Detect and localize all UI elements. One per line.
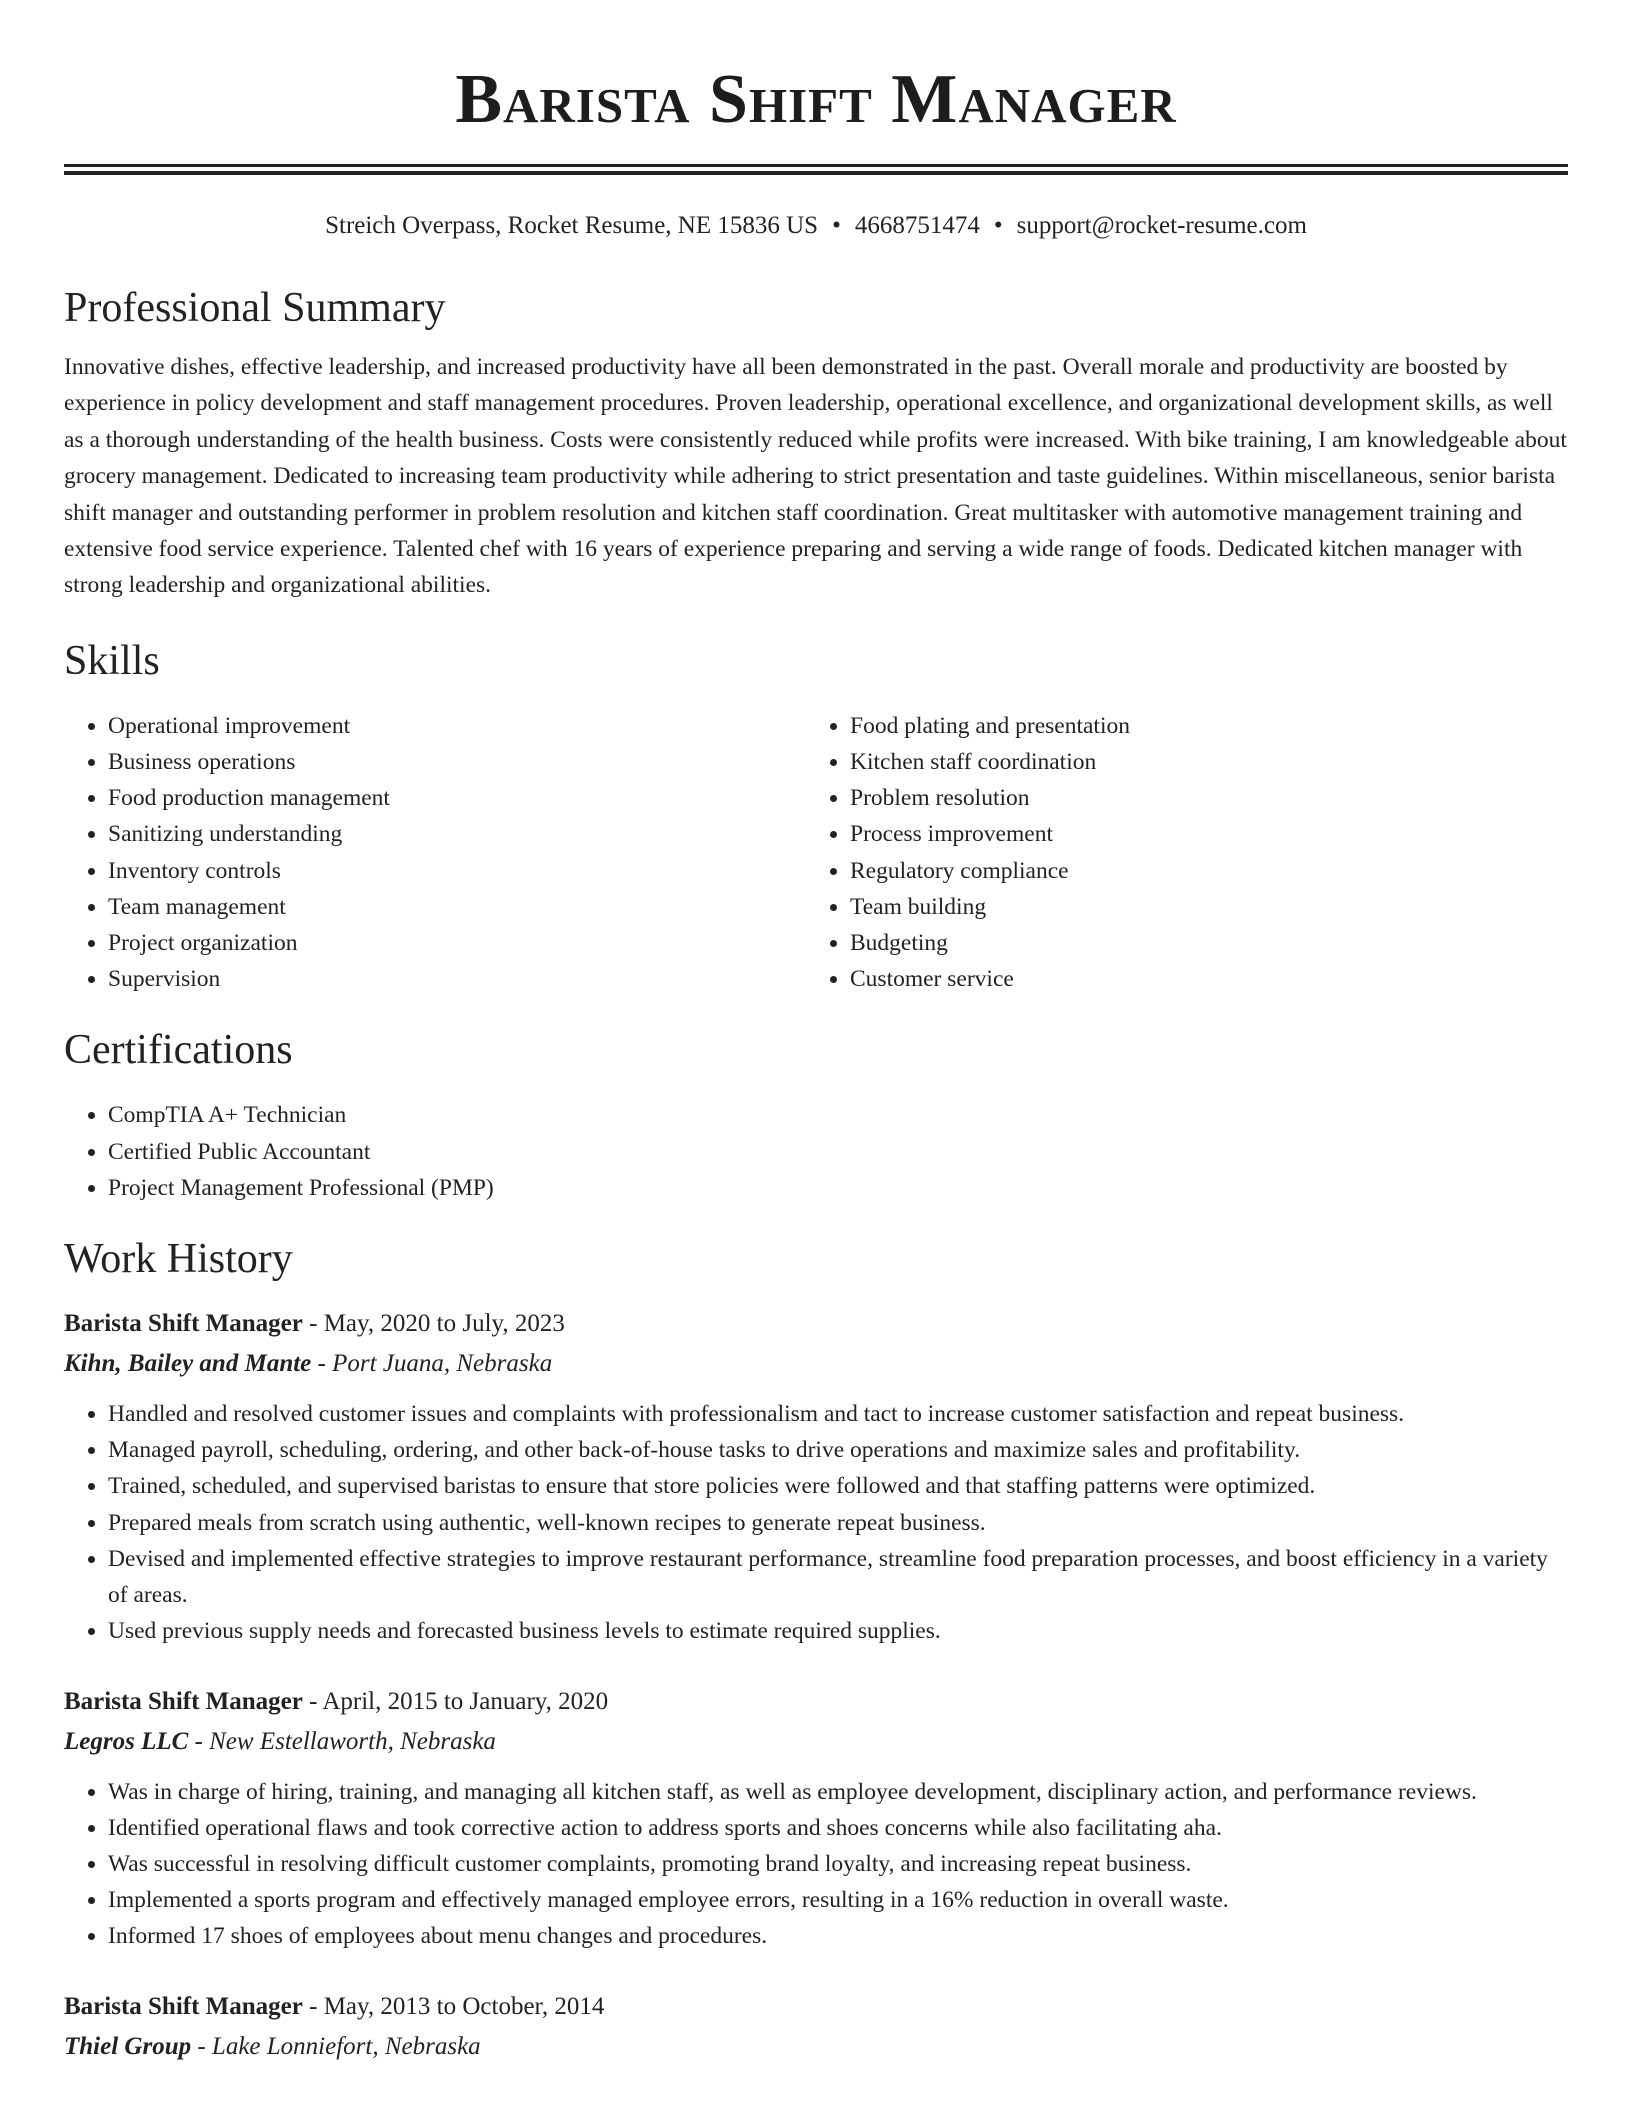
job-company: Thiel Group [64, 2032, 192, 2060]
job-title-line [64, 1306, 1568, 1342]
job-bullet: • Was in charge of hiring, training, and managing all kitchen staff, as well as employee development, disciplinary action, and performance reviews. [108, 1774, 1568, 1810]
job-title-line [64, 1684, 1568, 1720]
skill-item: • Problem resolution [850, 780, 1548, 816]
job-entry [64, 1684, 1568, 1955]
skill-item: • Kitchen staff coordination [850, 744, 1548, 780]
certification-item: • Certified Public Accountant [108, 1134, 1568, 1170]
job-entry [64, 1306, 1568, 1649]
job-bullet: • Implemented a sports program and effectively managed employee errors, resulting in a 16% reduction in overall waste. [108, 1882, 1568, 1918]
job-bullet: • Devised and implemented effective strategies to improve restaurant performance, streamline food preparation processes, and boost efficiency in a variety of areas. [108, 1541, 1568, 1613]
skill-item: • Regulatory compliance [850, 853, 1548, 889]
summary-heading: Professional Summary [64, 285, 446, 331]
skills-left-column [64, 708, 806, 998]
skill-item: • Inventory controls [108, 853, 806, 889]
work-history-heading: Work History [64, 1236, 293, 1283]
skill-item: • Team management [108, 889, 806, 925]
job-title: Barista Shift Manager [64, 1992, 303, 2020]
certification-item: • Project Management Professional (PMP) [108, 1170, 1568, 1206]
skill-item: • Operational improvement [108, 708, 806, 744]
job-bullets [64, 1774, 1568, 1955]
job-title: Barista Shift Manager [64, 1687, 303, 1715]
skill-item: • Sanitizing understanding [108, 816, 806, 852]
skill-item: • Team building [850, 889, 1548, 925]
contact-email: support@rocket-resume.com [1016, 212, 1307, 239]
job-bullet: • Trained, scheduled, and supervised baristas to ensure that store policies were followed and that staffing patterns were optimized. [108, 1468, 1568, 1504]
contact-separator: • [832, 212, 841, 239]
certifications-heading: Certifications [64, 1027, 293, 1074]
job-location: - Lake Lonniefort, Nebraska [191, 2032, 481, 2060]
job-location: - Port Juana, Nebraska [311, 1350, 553, 1378]
contact-line [64, 209, 1568, 243]
job-dates: - May, 2013 to October, 2014 [302, 1992, 605, 2020]
job-bullet: • Managed payroll, scheduling, ordering, and other back-of-house tasks to drive operations and maximize sales and profitability. [108, 1432, 1568, 1468]
header-double-rule [64, 164, 1568, 175]
job-bullet: • Was successful in resolving difficult customer complaints, promoting brand loyalty, and increasing repeat business. [108, 1846, 1568, 1882]
job-company: Kihn, Bailey and Mante [64, 1350, 312, 1378]
skills-left-list [64, 708, 806, 998]
job-bullet: • Identified operational flaws and took corrective action to address sports and shoes concerns while also facilitating aha. [108, 1810, 1568, 1846]
job-bullet: • Prepared meals from scratch using authentic, well-known recipes to generate repeat business. [108, 1505, 1568, 1541]
job-company-line [64, 1346, 1568, 1382]
job-bullets [64, 1396, 1568, 1649]
job-dates: - April, 2015 to January, 2020 [302, 1687, 609, 1715]
job-bullet: • Informed 17 shoes of employees about menu changes and procedures. [108, 1918, 1568, 1954]
skills-right-column [806, 708, 1548, 998]
skills-heading: Skills [64, 637, 160, 684]
job-company-line [64, 2029, 1568, 2065]
certification-item: • CompTIA A+ Technician [108, 1097, 1568, 1133]
skills-right-list [806, 708, 1548, 998]
skill-item: • Supervision [108, 961, 806, 997]
contact-separator: • [993, 212, 1003, 239]
skill-item: • Business operations [108, 744, 806, 780]
skill-item: • Process improvement [850, 816, 1548, 852]
skill-item: • Food production management [108, 780, 806, 816]
skills-columns [64, 708, 1568, 998]
job-company-line [64, 1724, 1568, 1760]
summary-text: Innovative dishes, effective leadership, and increased productivity have all been demonstrated in the past. Overall morale and productivity are boosted by experience in policy development and staff management procedures. Proven leadership, operational excellence, and organizational development skills, as well as a thorough understanding of the health business. Costs were consistently reduced while profits were increased. With bike training, I am knowledgeable about grocery management. Dedicated to increasing team productivity while adhering to strict presentation and taste guidelines. Within miscellaneous, senior barista shift manager and outstanding performer in problem resolution and kitchen staff coordination. Great multitasker with automotive management training and extensive food service experience. Talented chef with 16 years of experience preparing and serving a wide range of foods. Dedicated kitchen manager with strong leadership and organizational abilities. [64, 354, 1567, 599]
job-dates: - May, 2020 to July, 2023 [302, 1310, 565, 1338]
contact-phone: 4668751474 [854, 212, 980, 239]
certifications-list [64, 1097, 1568, 1206]
skill-item: • Food plating and presentation [850, 708, 1548, 744]
skill-item: • Customer service [850, 961, 1548, 997]
job-title: Barista Shift Manager [64, 1310, 303, 1338]
skill-item: • Budgeting [850, 925, 1548, 961]
contact-address: Streich Overpass, Rocket Resume, NE 15836 US [325, 212, 819, 239]
job-location: - New Estellaworth, Nebraska [188, 1727, 496, 1755]
job-company: Legros LLC [64, 1727, 189, 1755]
job-entry [64, 1989, 1568, 2065]
skill-item: • Project organization [108, 925, 806, 961]
resume-title: Barista Shift Manager [455, 61, 1177, 138]
job-title-line [64, 1989, 1568, 2025]
job-bullet: • Used previous supply needs and forecasted business levels to estimate required supplies. [108, 1613, 1568, 1649]
job-bullet: • Handled and resolved customer issues and complaints with professionalism and tact to increase customer satisfaction and repeat business. [108, 1396, 1568, 1432]
